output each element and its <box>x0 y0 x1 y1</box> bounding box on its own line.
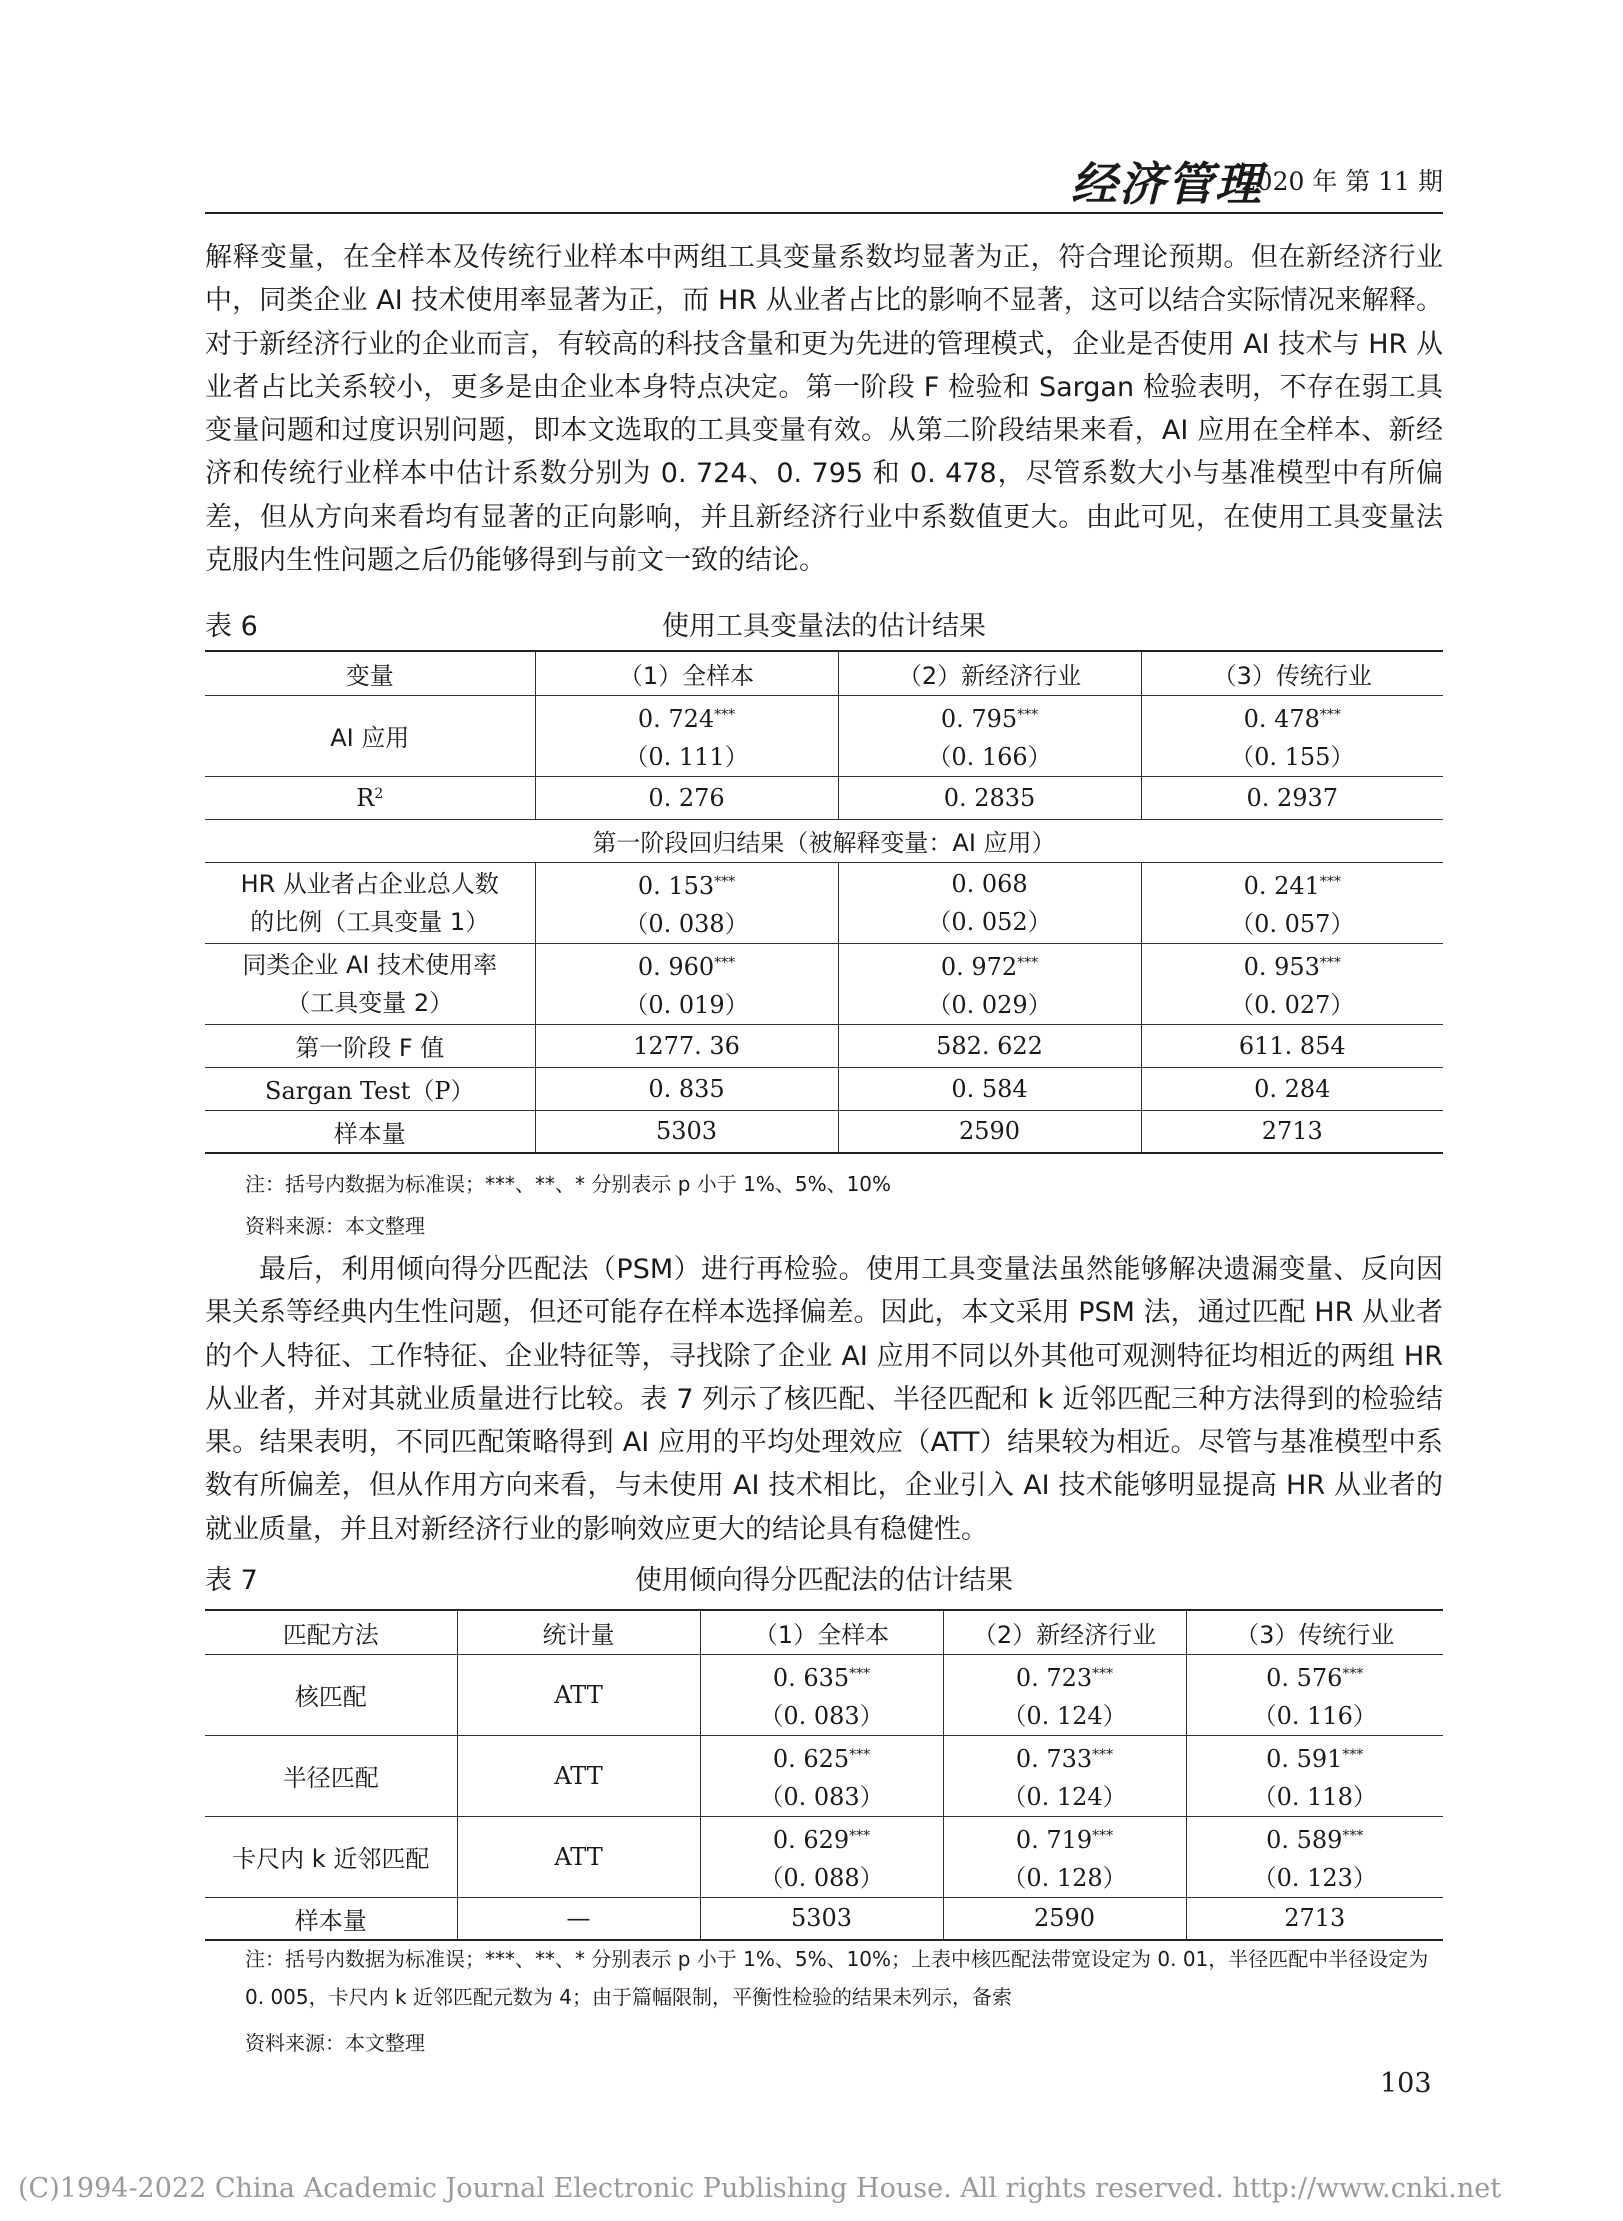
table-row <box>205 695 1443 776</box>
table-cell: 611. 854 <box>1141 1024 1443 1067</box>
table-cell: 5303 <box>700 1897 943 1940</box>
table7-title: 使用倾向得分匹配法的估计结果 <box>635 1565 1013 1596</box>
row-label: AI 应用 <box>205 695 535 776</box>
table-cell: 0. 629*** （0. 088） <box>700 1816 943 1897</box>
table-header-cell: （1）全样本 <box>535 651 838 695</box>
table6-caption <box>205 604 1443 644</box>
table-row <box>205 776 1443 819</box>
table-cell: 2590 <box>943 1897 1186 1940</box>
row-label: 卡尺内 k 近邻匹配 <box>205 1816 457 1897</box>
row-label: 同类企业 AI 技术使用率 （工具变量 2） <box>205 943 535 1024</box>
table6-source: 资料来源：本文整理 <box>245 1214 425 1238</box>
table-cell: 0. 724*** （0. 111） <box>535 695 838 776</box>
table-row <box>205 651 1443 695</box>
copyright-footer: (C)1994-2022 China Academic Journal Electronic Publishing House. All rights reserved. http://www.cnki.net <box>18 2173 1502 2204</box>
table7-note: 注：括号内数据为标准误；***、**、* 分别表示 p 小于 1%、5%、10%；上表中核匹配法带宽设定为 0. 01，半径匹配中半径设定为 0. 005，卡尺内 k 近邻匹配元数为 4；由于篇幅限制，平衡性检验的结果未列示，备索 <box>245 1947 1429 2009</box>
table-row <box>205 1067 1443 1110</box>
table-header-cell: （2）新经济行业 <box>943 1610 1186 1654</box>
row-label: Sargan Test（P） <box>205 1067 535 1110</box>
row-label: 样本量 <box>205 1110 535 1153</box>
table-row <box>205 1816 1443 1897</box>
paragraph-2: 最后，利用倾向得分匹配法（PSM）进行再检验。使用工具变量法虽然能够解决遗漏变量、反向因果关系等经典内生性问题，但还可能存在样本选择偏差。因此，本文采用 PSM 法，通过匹配 HR 从业者的个人特征、工作特征、企业特征等，寻找除了企业 AI 应用不同以外其他可观测特征均相近的两组 HR 从业者，并对其就业质量进行比较。表 7 列示了核匹配、半径匹配和 k 近邻匹配三种方法得到的检验结果。结果表明，不同匹配策略得到 AI 应用的平均处理效应（ATT）结果较为相近。尽管与基准模型中系数有所偏差，但从作用方向来看，与未使用 AI 技术相比，企业引入 AI 技术能够明显提高 HR 从业者的就业质量，并且对新经济行业的影响效应更大的结论具有稳健性。 <box>205 1254 1443 1545</box>
table-cell: 0. 953*** （0. 027） <box>1141 943 1443 1024</box>
table-cell: 0. 276 <box>535 776 838 819</box>
table6-title: 使用工具变量法的估计结果 <box>662 611 986 642</box>
table-header-cell: 匹配方法 <box>205 1610 457 1654</box>
table7-caption <box>205 1558 1443 1598</box>
table-cell: 0. 2937 <box>1141 776 1443 819</box>
row-label: 样本量 <box>205 1897 457 1940</box>
table-cell: 5303 <box>535 1110 838 1153</box>
table-cell: 2713 <box>1141 1110 1443 1153</box>
table-cell: 0. 625*** （0. 083） <box>700 1735 943 1816</box>
table-cell: — <box>457 1897 700 1940</box>
table-row <box>205 1897 1443 1940</box>
table-cell: ATT <box>457 1816 700 1897</box>
table-cell: 0. 576*** （0. 116） <box>1186 1654 1443 1735</box>
page-number: 103 <box>1380 2068 1432 2099</box>
journal-name: 经济管理 <box>1071 157 1263 211</box>
table-cell: 0. 972*** （0. 029） <box>838 943 1141 1024</box>
row-label: 第一阶段 F 值 <box>205 1024 535 1067</box>
table-cell: 0. 960*** （0. 019） <box>535 943 838 1024</box>
table-header-cell: 变量 <box>205 651 535 695</box>
table-cell: 0. 241*** （0. 057） <box>1141 862 1443 943</box>
row-label: $R^2$ <box>205 776 535 819</box>
table6-label: 表 6 <box>205 611 258 642</box>
running-header <box>205 148 1443 211</box>
table-cell: 0. 2835 <box>838 776 1141 819</box>
table-row <box>205 862 1443 943</box>
table-header-cell: （3）传统行业 <box>1186 1610 1443 1654</box>
table7 <box>205 1609 1443 1941</box>
table-header-cell: （1）全样本 <box>700 1610 943 1654</box>
table-cell: 0. 719*** （0. 128） <box>943 1816 1186 1897</box>
table-row <box>205 1024 1443 1067</box>
table-row <box>205 1110 1443 1153</box>
table-header-cell: 统计量 <box>457 1610 700 1654</box>
row-label: HR 从业者占企业总人数 的比例（工具变量 1） <box>205 862 535 943</box>
table-cell: 0. 591*** （0. 118） <box>1186 1735 1443 1816</box>
table-header-cell: （2）新经济行业 <box>838 651 1141 695</box>
table-cell: 0. 284 <box>1141 1067 1443 1110</box>
table-cell: 582. 622 <box>838 1024 1141 1067</box>
table-row <box>205 1735 1443 1816</box>
table-header-cell: （3）传统行业 <box>1141 651 1443 695</box>
table-cell: 2590 <box>838 1110 1141 1153</box>
table-cell: ATT <box>457 1735 700 1816</box>
table-row <box>205 1610 1443 1654</box>
table-cell: 0. 835 <box>535 1067 838 1110</box>
issue-label: 2020 年 第 11 期 <box>1240 167 1443 196</box>
table-row <box>205 1654 1443 1735</box>
table7-source: 资料来源：本文整理 <box>245 2031 425 2055</box>
table-cell: 0. 795*** （0. 166） <box>838 695 1141 776</box>
header-rule <box>205 212 1443 214</box>
paragraph-1: 解释变量，在全样本及传统行业样本中两组工具变量系数均显著为正，符合理论预期。但在新经济行业中，同类企业 AI 技术使用率显著为正，而 HR 从业者占比的影响不显著，这可以结合实际情况来解释。对于新经济行业的企业而言，有较高的科技含量和更为先进的管理模式，企业是否使用 AI 技术与 HR 从业者占比关系较小，更多是由企业本身特点决定。第一阶段 F 检验和 Sargan 检验表明，不存在弱工具变量问题和过度识别问题，即本文选取的工具变量有效。从第二阶段结果来看，AI 应用在全样本、新经济和传统行业样本中估计系数分别为 0. 724、0. 795 和 0. 478，尽管系数大小与基准模型中有所偏差，但从方向来看均有显著的正向影响，并且新经济行业中系数值更大。由此可见，在使用工具变量法克服内生性问题之后仍能够得到与前文一致的结论。 <box>205 242 1443 577</box>
first-stage-heading: 第一阶段回归结果（被解释变量：AI 应用） <box>205 819 1443 862</box>
table-cell: 0. 723*** （0. 124） <box>943 1654 1186 1735</box>
table7-label: 表 7 <box>205 1565 258 1596</box>
table6-note: 注：括号内数据为标准误；***、**、* 分别表示 p 小于 1%、5%、10% <box>245 1172 892 1196</box>
table-cell: 0. 733*** （0. 124） <box>943 1735 1186 1816</box>
table-cell: 0. 068 （0. 052） <box>838 862 1141 943</box>
table-cell: 2713 <box>1186 1897 1443 1940</box>
table6 <box>205 650 1443 1154</box>
table-cell: ATT <box>457 1654 700 1735</box>
row-label: 核匹配 <box>205 1654 457 1735</box>
table-cell: 0. 635*** （0. 083） <box>700 1654 943 1735</box>
table-row <box>205 943 1443 1024</box>
table-row <box>205 819 1443 862</box>
table-cell: 0. 589*** （0. 123） <box>1186 1816 1443 1897</box>
table-cell: 1277. 36 <box>535 1024 838 1067</box>
row-label: 半径匹配 <box>205 1735 457 1816</box>
table-cell: 0. 478*** （0. 155） <box>1141 695 1443 776</box>
table-cell: 0. 153*** （0. 038） <box>535 862 838 943</box>
table-cell: 0. 584 <box>838 1067 1141 1110</box>
